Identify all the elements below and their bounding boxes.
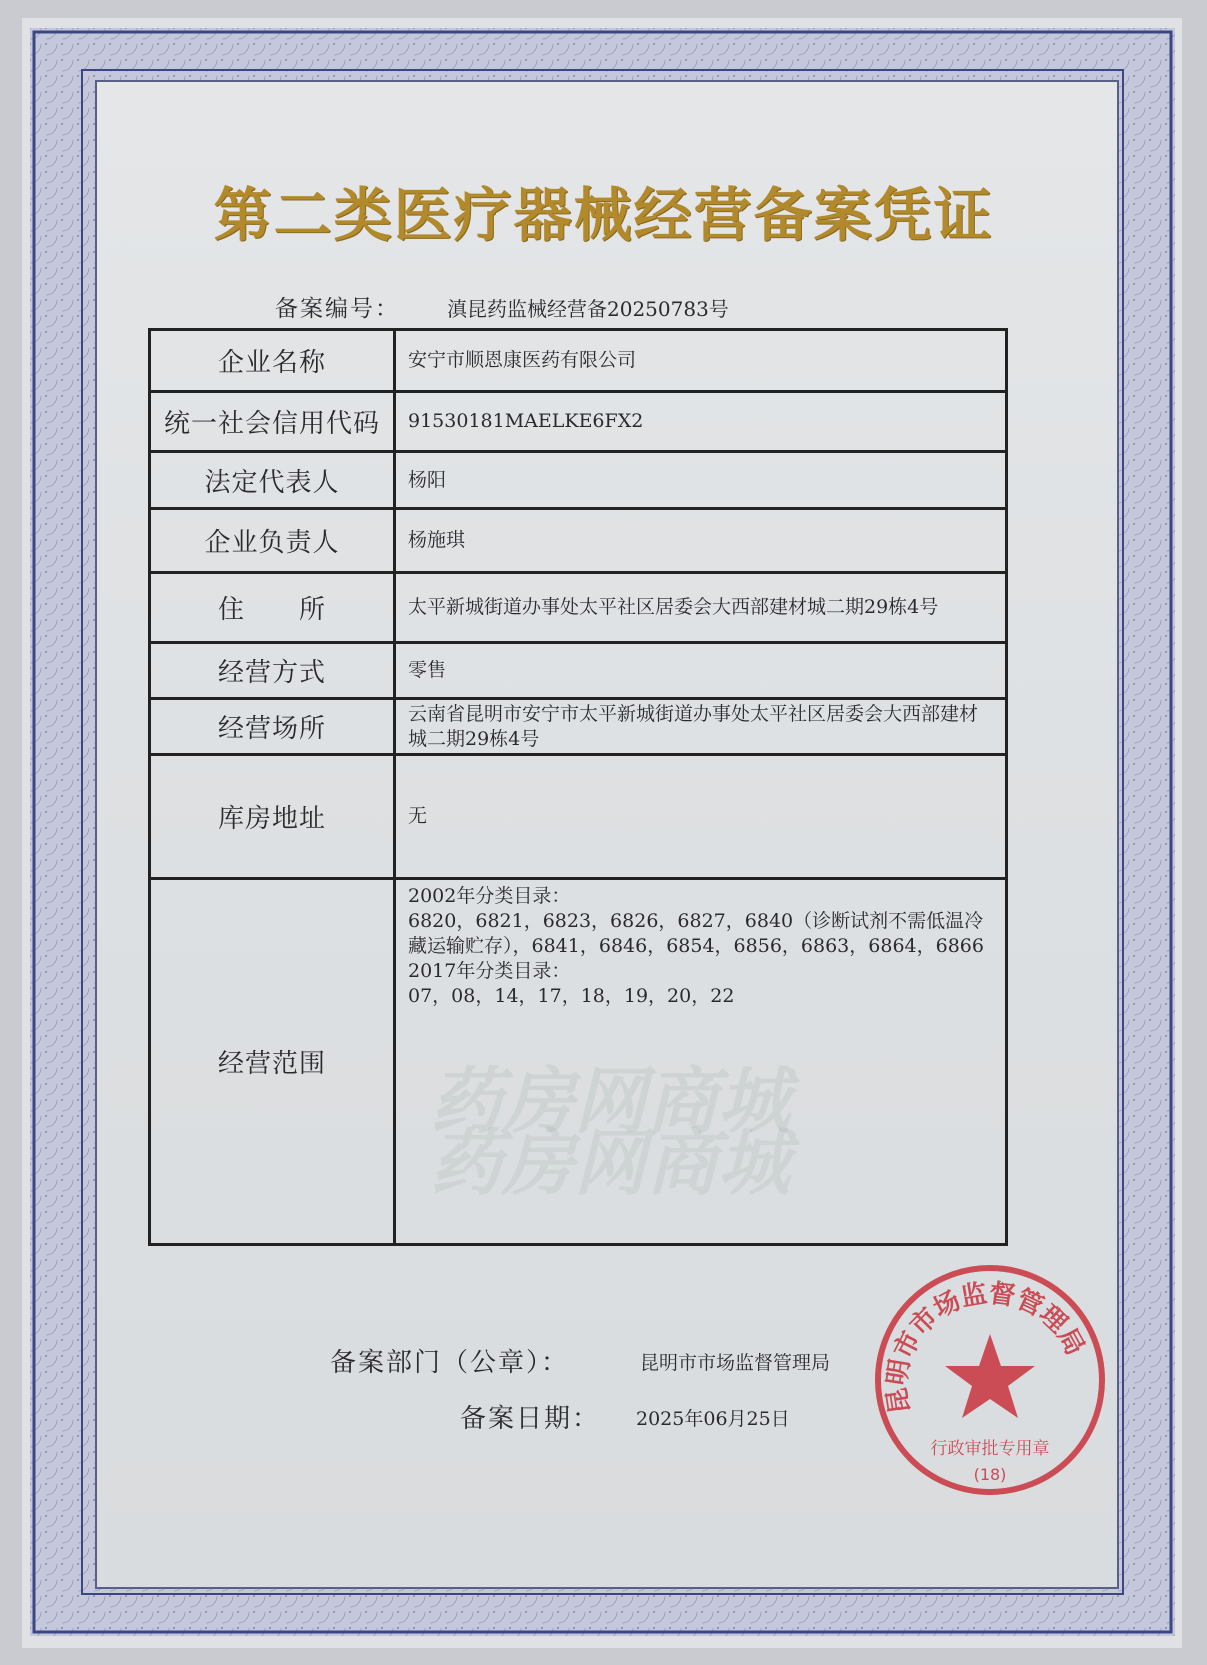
- row-label: 经营范围: [150, 879, 395, 1245]
- registration-label: 备案编号：: [275, 296, 400, 322]
- svg-text:昆明市市场监督管理局: 昆明市市场监督管理局: [882, 1278, 1090, 1416]
- table-row: [150, 452, 1007, 509]
- certificate-title: 第二类医疗器械经营备案凭证: [213, 181, 994, 249]
- table-row: [150, 509, 1007, 573]
- scope-2002-heading: 2002年分类目录：: [408, 885, 571, 907]
- table-row: [150, 755, 1007, 879]
- row-value: 杨阳: [395, 452, 1007, 509]
- date-label: 备案日期：: [460, 1404, 601, 1434]
- scope-2002-codes: 6820，6821，6823，6826，6827，6840（诊断试剂不需低温冷藏运输贮存），6841，6846，6854，6856，6863，6864，6866: [408, 910, 984, 957]
- table-row: [150, 392, 1007, 452]
- scope-2017-codes: 07，08，14，17，18，19，20，22: [408, 985, 735, 1007]
- row-label: 库房地址: [150, 755, 395, 879]
- row-label: 法定代表人: [150, 452, 395, 509]
- table-row: [150, 699, 1007, 755]
- row-label: 统一社会信用代码: [150, 392, 395, 452]
- dept-label: 备案部门（公章）：: [330, 1348, 570, 1378]
- svg-text:行政审批专用章: 行政审批专用章: [930, 1439, 1050, 1459]
- table-row: [150, 573, 1007, 643]
- table-row: [150, 879, 1007, 1245]
- row-value: 安宁市顺恩康医药有限公司: [395, 330, 1007, 392]
- row-value: 91530181MAELKE6FX2: [395, 392, 1007, 452]
- row-label: 经营方式: [150, 643, 395, 699]
- dept-value: 昆明市市场监督管理局: [640, 1352, 831, 1374]
- scope-2017-heading: 2017年分类目录：: [408, 960, 571, 982]
- official-seal: [872, 1262, 1108, 1498]
- row-value: 无: [395, 755, 1007, 879]
- row-value: 太平新城街道办事处太平社区居委会大西部建材城二期29栋4号: [395, 573, 1007, 643]
- row-label: 住 所: [150, 573, 395, 643]
- row-label: 经营场所: [150, 699, 395, 755]
- row-value: 云南省昆明市安宁市太平新城街道办事处太平社区居委会大西部建材城二期29栋4号: [395, 699, 1007, 755]
- svg-text:(18): (18): [973, 1465, 1007, 1484]
- watermark: 药房网商城 药房网商城: [430, 1059, 791, 1205]
- registration-number: [275, 290, 729, 323]
- info-table: [148, 328, 1008, 1246]
- date-value: 2025年06月25日: [636, 1408, 790, 1430]
- table-row: [150, 330, 1007, 392]
- row-label: 企业名称: [150, 330, 395, 392]
- registration-value: 滇昆药监械经营备20250783号: [447, 297, 729, 321]
- row-label: 企业负责人: [150, 509, 395, 573]
- row-value: 零售: [395, 643, 1007, 699]
- table-row: [150, 643, 1007, 699]
- business-scope: [395, 879, 1007, 1245]
- row-value: 杨施琪: [395, 509, 1007, 573]
